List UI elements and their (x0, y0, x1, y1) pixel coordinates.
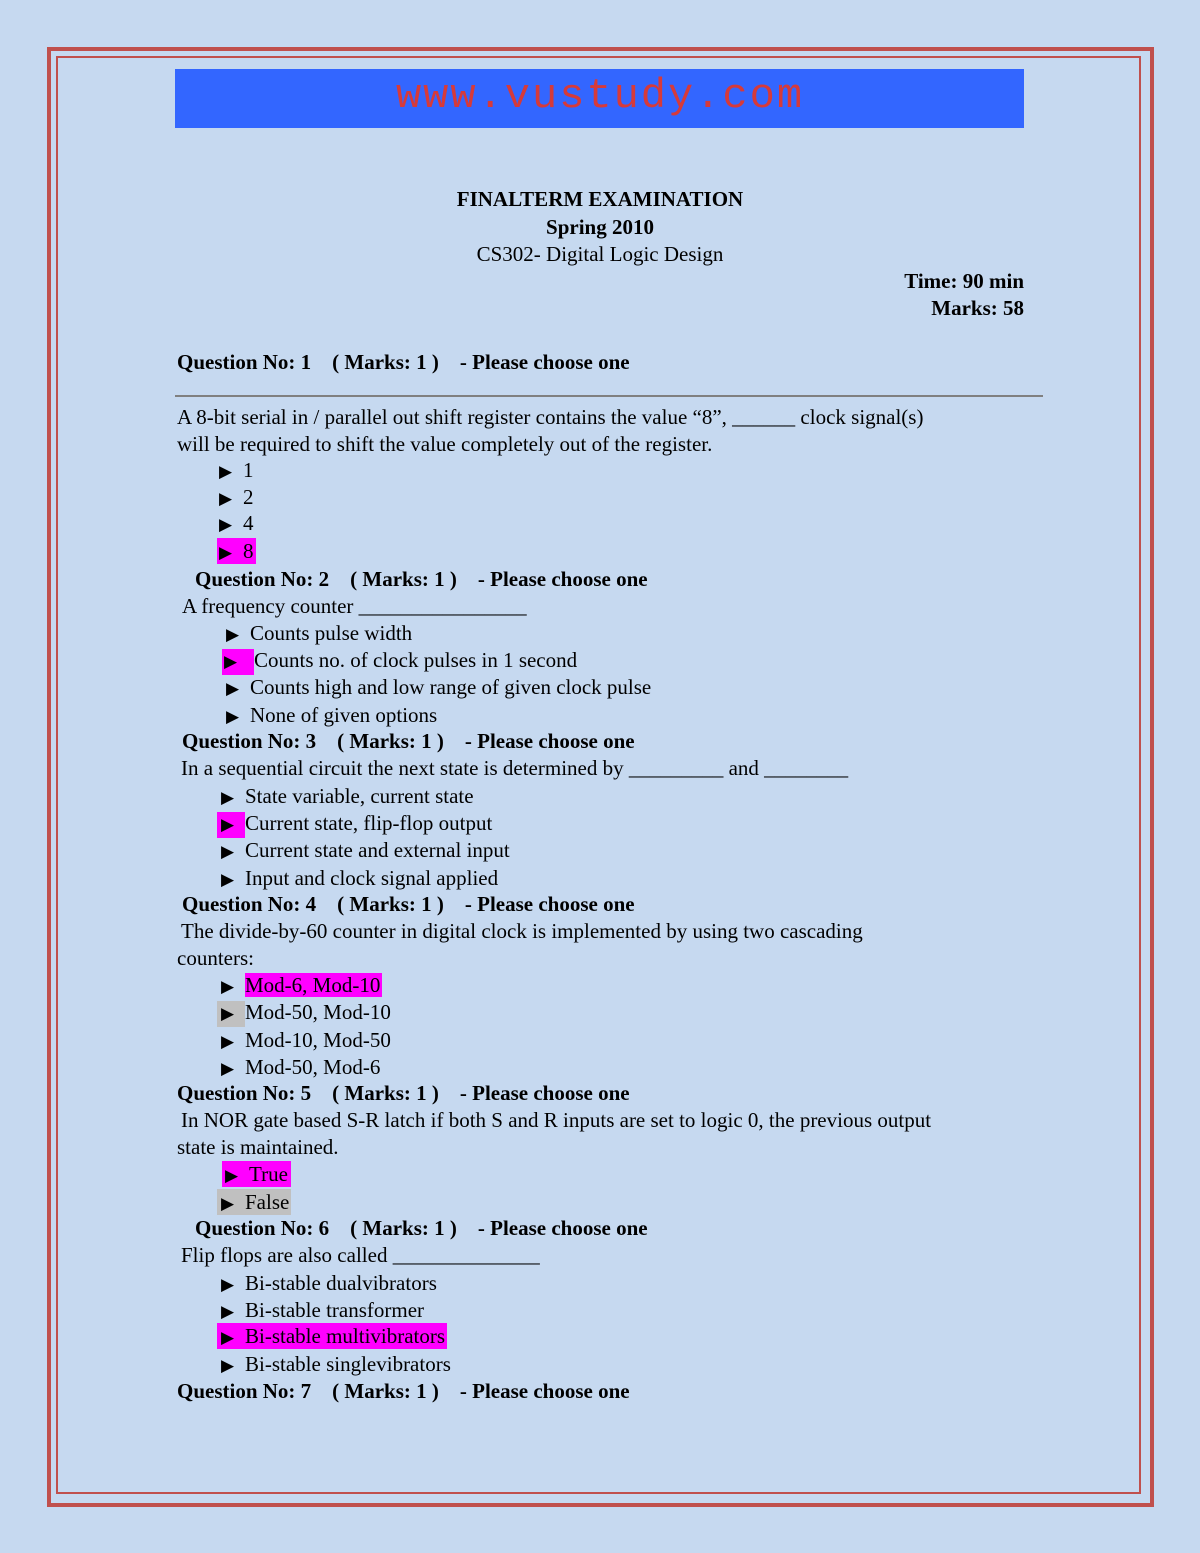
exam-title: FINALTERM EXAMINATION (456, 187, 744, 211)
exam-term: Spring 2010 (546, 215, 654, 239)
question-2-option[interactable] (226, 674, 651, 700)
option-label: 8 (243, 539, 254, 563)
question-3-option[interactable] (221, 783, 474, 809)
option-label: Mod-6, Mod-10 (245, 973, 381, 997)
triangle-right-icon: ▶ (226, 625, 240, 644)
triangle-right-icon: ▶ (217, 1001, 245, 1027)
option-label: Counts no. of clock pulses in 1 second (254, 648, 578, 672)
option-label: 2 (243, 485, 254, 509)
option-label: None of given options (250, 703, 438, 727)
question-6-option[interactable] (221, 1297, 424, 1323)
question-7-heading: Question No: 7 ( Marks: 1 ) - Please choose one (177, 1379, 630, 1403)
question-4-option[interactable] (221, 1027, 391, 1053)
question-4-text: The divide-by-60 counter in digital clock is implemented by using two cascading (181, 919, 863, 943)
question-2-option[interactable] (226, 620, 412, 646)
triangle-right-icon: ▶ (226, 679, 240, 698)
option-label: Mod-50, Mod-10 (245, 1000, 391, 1024)
question-3-option[interactable] (221, 865, 498, 891)
question-5-text: In NOR gate based S-R latch if both S and R inputs are set to logic 0, the previous output (181, 1108, 932, 1132)
question-6-option[interactable] (221, 1270, 437, 1296)
question-6-text: Flip flops are also called ______________ (181, 1243, 540, 1267)
question-4-option[interactable] (217, 999, 391, 1025)
option-label: Bi-stable dualvibrators (245, 1271, 437, 1295)
question-2-option[interactable] (226, 702, 437, 728)
exam-marks: Marks: 58 (931, 296, 1024, 320)
site-banner-text[interactable]: www.vustudy.com (395, 72, 805, 120)
question-2-option-selected[interactable] (222, 647, 577, 673)
exam-time: Time: 90 min (904, 269, 1024, 293)
triangle-right-icon: ▶ (221, 977, 235, 996)
question-6-option[interactable] (221, 1351, 451, 1377)
divider (175, 395, 1043, 397)
triangle-right-icon: ▶ (221, 1328, 235, 1347)
question-3-option-selected[interactable] (217, 810, 492, 836)
triangle-right-icon: ▶ (221, 1302, 235, 1321)
question-3-heading: Question No: 3 ( Marks: 1 ) - Please choose one (182, 729, 635, 753)
triangle-right-icon: ▶ (217, 812, 245, 838)
triangle-right-icon: ▶ (221, 1356, 235, 1375)
question-4-option-selected[interactable] (221, 972, 382, 998)
question-4-text: counters: (177, 946, 254, 970)
option-label: Counts high and low range of given clock pulse (250, 675, 652, 699)
option-label: Bi-stable multivibrators (245, 1324, 446, 1348)
option-label: Input and clock signal applied (245, 866, 499, 890)
question-2-text: A frequency counter ________________ (182, 594, 527, 618)
triangle-right-icon: ▶ (221, 842, 235, 861)
triangle-right-icon: ▶ (221, 1032, 235, 1051)
option-label: False (245, 1190, 290, 1214)
option-label: 1 (243, 458, 254, 482)
triangle-right-icon: ▶ (226, 707, 240, 726)
question-1-option-selected[interactable] (217, 538, 256, 564)
option-label: Mod-50, Mod-6 (245, 1055, 381, 1079)
question-5-heading: Question No: 5 ( Marks: 1 ) - Please choose one (177, 1081, 630, 1105)
question-6-heading: Question No: 6 ( Marks: 1 ) - Please choose one (195, 1216, 648, 1240)
triangle-right-icon: ▶ (221, 870, 235, 889)
question-1-option[interactable] (219, 457, 254, 483)
question-1-heading: Question No: 1 ( Marks: 1 ) - Please choose one (177, 350, 630, 374)
triangle-right-icon: ▶ (221, 788, 235, 807)
option-label: True (249, 1162, 288, 1186)
triangle-right-icon: ▶ (219, 543, 233, 562)
option-label: Counts pulse width (250, 621, 413, 645)
option-label: Bi-stable singlevibrators (245, 1352, 451, 1376)
option-label: Current state and external input (245, 838, 510, 862)
option-label: Current state, flip-flop output (245, 811, 493, 835)
question-1-option[interactable] (219, 510, 254, 536)
triangle-right-icon: ▶ (225, 1166, 239, 1185)
question-2-heading: Question No: 2 ( Marks: 1 ) - Please choose one (195, 567, 648, 591)
triangle-right-icon: ▶ (221, 1059, 235, 1078)
triangle-right-icon: ▶ (222, 649, 254, 675)
triangle-right-icon: ▶ (219, 515, 233, 534)
question-6-option-selected[interactable] (217, 1323, 447, 1349)
triangle-right-icon: ▶ (219, 462, 233, 481)
course-name: CS302- Digital Logic Design (476, 242, 724, 266)
question-5-option-selected[interactable] (222, 1161, 291, 1187)
question-3-option[interactable] (221, 837, 510, 863)
option-label: 4 (243, 511, 254, 535)
triangle-right-icon: ▶ (221, 1275, 235, 1294)
question-1-text: will be required to shift the value completely out of the register. (177, 432, 713, 456)
triangle-right-icon: ▶ (221, 1194, 235, 1213)
question-5-text: state is maintained. (177, 1135, 339, 1159)
triangle-right-icon: ▶ (219, 489, 233, 508)
question-4-heading: Question No: 4 ( Marks: 1 ) - Please choose one (182, 892, 635, 916)
question-3-text: In a sequential circuit the next state is determined by _________ and ________ (181, 756, 849, 780)
option-label: Mod-10, Mod-50 (245, 1028, 391, 1052)
question-5-option[interactable] (217, 1189, 291, 1215)
question-1-option[interactable] (219, 484, 254, 510)
question-4-option[interactable] (221, 1054, 380, 1080)
option-label: State variable, current state (245, 784, 474, 808)
question-1-text: A 8-bit serial in / parallel out shift register contains the value “8”, ______ clock signal(s) (177, 405, 924, 429)
option-label: Bi-stable transformer (245, 1298, 425, 1322)
